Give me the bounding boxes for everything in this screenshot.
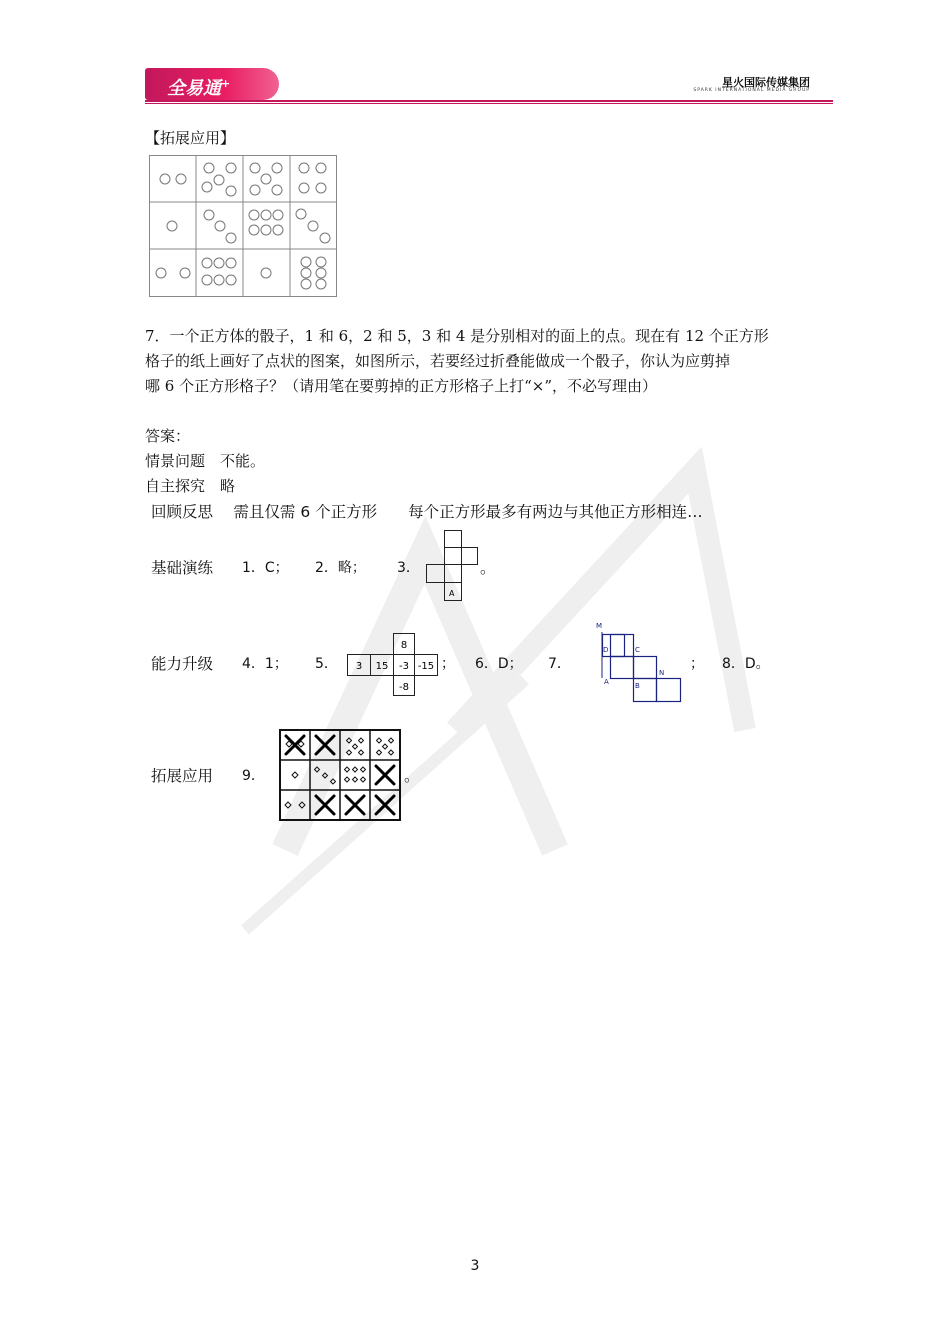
net7-label-d: D <box>603 646 609 654</box>
nengli-answer-8: 8．D。 <box>722 656 770 672</box>
jichu-end: 。 <box>480 559 496 577</box>
net3-label-a: A <box>449 589 455 598</box>
net7-label-b: B <box>635 682 640 690</box>
nengli-sep: ； <box>441 656 455 672</box>
net7-label-a: A <box>604 678 609 686</box>
net7-label-m: M <box>596 622 603 630</box>
nengli-answer-7: 7． <box>548 656 571 672</box>
net7-label-c: C <box>635 646 640 654</box>
question-line-2: 格子的纸上画好了点状的图案，如图所示，若要经过折叠能做成一个骰子，你认为应剪掉 <box>145 352 731 370</box>
logo-star: + <box>221 77 231 90</box>
question-line-3: 哪 6 个正方形格子？（请用笔在要剪掉的正方形格子上打“×”，不必写理由） <box>145 377 657 395</box>
logo-text: 全易通 <box>167 78 221 99</box>
nengli-label: 能力升级 <box>151 655 214 673</box>
nengli-sep2: ； <box>690 656 704 672</box>
jichu-answer-3: 3． <box>397 560 420 576</box>
net5-right: -15 <box>417 661 435 672</box>
tuozhan-label: 拓展应用 <box>151 767 214 785</box>
section-title: 【拓展应用】 <box>145 129 236 147</box>
net5-left2: 15 <box>375 661 389 672</box>
net5-left1: 3 <box>355 661 363 672</box>
nengli-answer-6: 6．D； <box>475 656 523 672</box>
answer-huigu: 回顾反思 需且仅需 6 个正方形 每个正方形最多有两边与其他正方形相连… <box>151 503 703 521</box>
company-name-en: SPARK INTERNATIONAL MEDIA GROUP <box>693 88 810 93</box>
question-line-1: 7．一个正方体的骰子，1 和 6，2 和 5，3 和 4 是分别相对的面上的点。现在有 12 个正方形 <box>145 327 769 345</box>
page-number: 3 <box>470 1258 480 1274</box>
cube-net-figure-3 <box>426 530 478 602</box>
cube-net-figure-7 <box>592 618 688 706</box>
net5-center: -3 <box>399 661 409 672</box>
nengli-answer-4: 4．1； <box>242 656 288 672</box>
nengli-answer-5: 5． <box>315 656 338 672</box>
answers-heading: 答案： <box>145 427 191 445</box>
jichu-answer-1: 1．C； <box>242 560 289 576</box>
jichu-label: 基础演练 <box>151 559 214 577</box>
header-rule-thin <box>145 103 833 104</box>
dice-grid-figure <box>149 155 337 297</box>
net5-top: 8 <box>400 640 408 651</box>
cube-net-figure-5 <box>347 633 439 697</box>
header-rule <box>145 100 833 102</box>
answer-qingjing: 情景问题 不能。 <box>145 452 266 470</box>
tuozhan-answer-9: 9． <box>242 768 265 784</box>
company-name: 星火国际传媒集团 <box>722 76 810 89</box>
net5-bottom: -8 <box>399 682 409 693</box>
tuozhan-end: 。 <box>404 767 420 785</box>
brand-logo <box>145 68 279 100</box>
jichu-answer-2: 2．略； <box>315 560 366 576</box>
dice-grid-answer-figure <box>279 729 402 822</box>
answer-zizhu: 自主探究 略 <box>145 477 236 495</box>
net7-label-n: N <box>659 669 665 677</box>
